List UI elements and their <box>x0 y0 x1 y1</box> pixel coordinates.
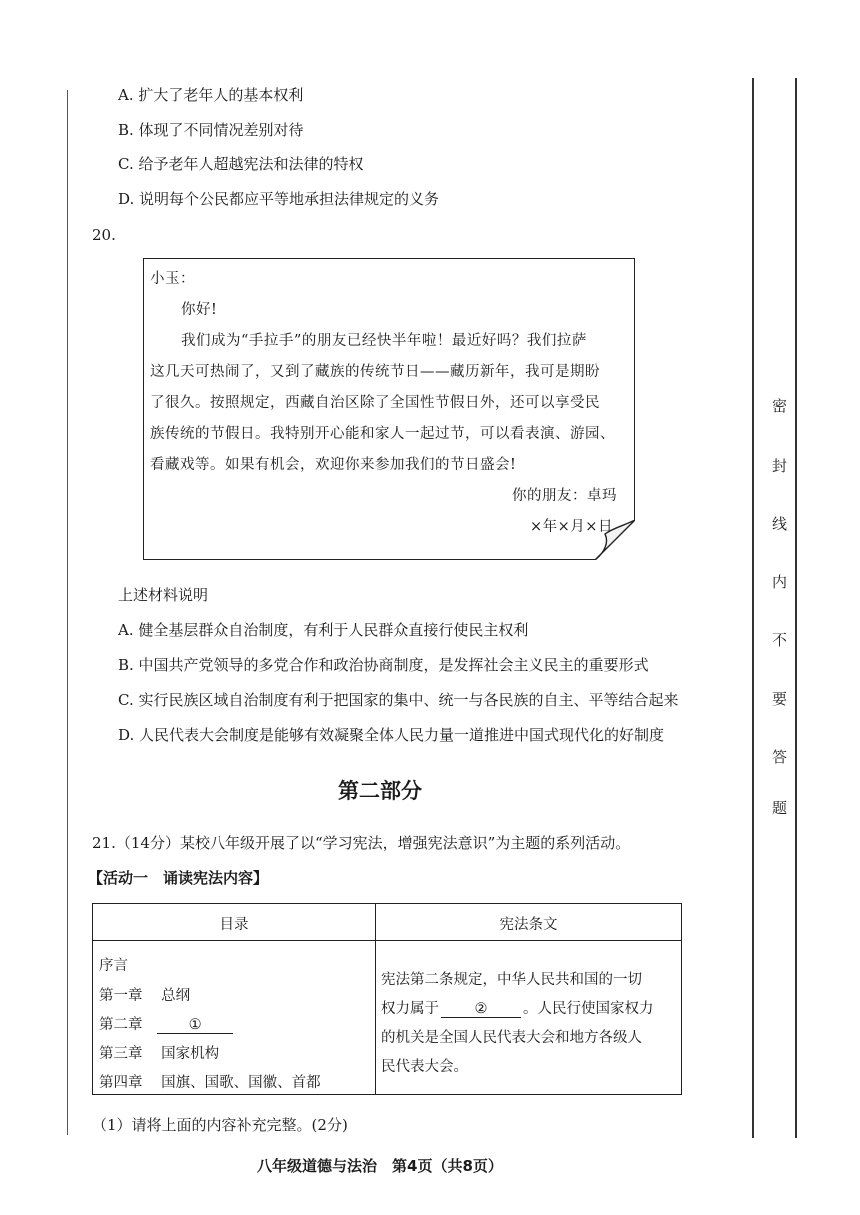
table-header-article: 宪法条文 <box>499 917 558 933</box>
toc-row <box>99 954 128 975</box>
article-line: 的机关是全国人民代表大会和地方各级人 <box>381 1030 642 1046</box>
seal-char: 封 <box>772 457 788 475</box>
blank-2: ② <box>441 1001 521 1018</box>
letter-body-line: 看藏戏等。如果有机会，欢迎你来参加我们的节日盛会! <box>150 457 517 473</box>
article-line: 民代表大会。 <box>381 1059 468 1075</box>
activity-one-heading: 【活动一 诵读宪法内容】 <box>88 869 269 887</box>
toc-chapter: 第一章 <box>99 988 143 1004</box>
toc-chapter: 第四章 <box>99 1075 143 1091</box>
seal-char: 密 <box>772 397 788 415</box>
letter-greeting: 你好! <box>181 302 218 318</box>
q20-option-c: C. 实行民族区域自治制度有利于把国家的集中、统一与各民族的自主、平等结合起来 <box>118 691 679 709</box>
article-text: 。人民行使国家权力 <box>523 1001 654 1017</box>
seal-char: 内 <box>772 573 788 591</box>
letter-body-line: 了很久。按照规定，西藏自治区除了全国性节假日外，还可以享受民 <box>150 395 600 411</box>
toc-chapter: 第二章 <box>99 1017 143 1033</box>
q21-subquestion-1: （1）请将上面的内容补充完整。(2分) <box>92 1116 348 1134</box>
binding-rule-inner <box>752 78 754 1138</box>
seal-char: 题 <box>772 799 788 817</box>
part-two-title: 第二部分 <box>338 779 422 803</box>
q20-option-a: A. 健全基层群众自治制度，有利于人民群众直接行使民主权利 <box>118 621 529 639</box>
table-divider <box>93 940 681 941</box>
toc-chapter: 第三章 <box>99 1046 143 1062</box>
article-text: 权力属于 <box>381 1001 439 1017</box>
q21-stem: 21.（14分）某校八年级开展了以“学习宪法，增强宪法意识”为主题的系列活动。 <box>92 834 631 852</box>
toc-row <box>99 1042 219 1063</box>
q20-stem: 上述材料说明 <box>118 586 209 604</box>
seal-char: 线 <box>772 515 788 533</box>
toc-row <box>99 1013 233 1034</box>
q20-option-b: B. 中国共产党领导的多党合作和政治协商制度，是发挥社会主义民主的重要形式 <box>118 656 649 674</box>
q19-option-a: A. 扩大了老年人的基本权利 <box>118 86 304 104</box>
q19-option-c: C. 给予老年人超越宪法和法律的特权 <box>118 155 364 173</box>
q19-option-d: D. 说明每个公民都应平等地承担法律规定的义务 <box>118 190 440 208</box>
article-line <box>381 997 654 1018</box>
toc-title: 国家机构 <box>161 1046 220 1062</box>
article-line: 宪法第二条规定，中华人民共和国的一切 <box>381 972 642 988</box>
page-footer: 八年级道德与法治 第4页（共8页） <box>257 1157 503 1175</box>
blank-1: ① <box>157 1017 233 1034</box>
letter-signature: 你的朋友：卓玛 <box>512 488 617 504</box>
toc-title: 国旗、国歌、国徽、首都 <box>161 1075 321 1091</box>
table-header-toc: 目录 <box>219 917 249 933</box>
q19-option-b: B. 体现了不同情况差别对待 <box>118 121 304 139</box>
q20-number: 20. <box>92 226 116 244</box>
letter-date: ×年×月×日 <box>530 519 613 535</box>
binding-rule-outer <box>795 78 797 1138</box>
toc-title: 总纲 <box>161 988 191 1004</box>
toc-chapter: 序言 <box>99 958 128 974</box>
seal-char: 不 <box>772 631 788 649</box>
toc-row <box>99 984 190 1005</box>
constitution-table <box>92 903 682 1095</box>
toc-row <box>99 1071 321 1092</box>
letter-body-line: 这几天可热闹了，又到了藏族的传统节日——藏历新年，我可是期盼 <box>150 364 600 380</box>
letter-body-line: 我们成为“手拉手”的朋友已经快半年啦！最近好吗？我们拉萨 <box>181 333 587 349</box>
q20-option-d: D. 人民代表大会制度是能够有效凝聚全体人民力量一道推进中国式现代化的好制度 <box>118 726 665 744</box>
letter-body-line: 族传统的节假日。我特别开心能和家人一起过节，可以看表演、游园、 <box>150 426 615 442</box>
left-margin-rule <box>67 90 68 1135</box>
letter-salutation: 小玉： <box>150 271 195 287</box>
seal-char: 答 <box>772 748 788 766</box>
seal-char: 要 <box>772 690 788 708</box>
